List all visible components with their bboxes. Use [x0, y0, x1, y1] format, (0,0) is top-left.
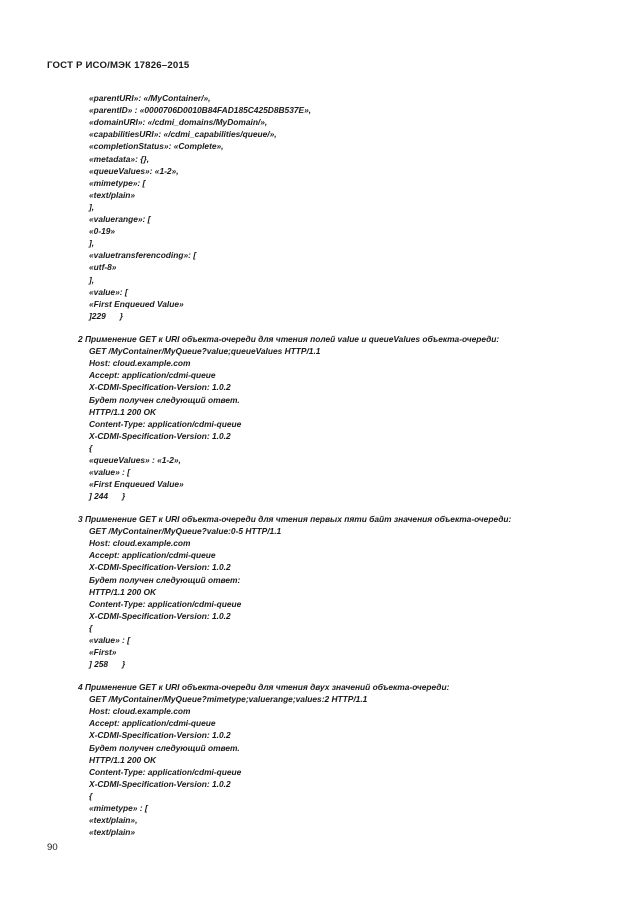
code-line: «0-19»: [89, 226, 116, 237]
code-line: GET /MyContainer/MyQueue?mimetype;valuerange;values:2 HTTP/1.1: [89, 694, 368, 705]
code-line: «text/plain»: [89, 827, 136, 838]
code-line: X-CDMI-Specification-Version: 1.0.2: [89, 730, 231, 741]
code-line: «metadata»: {},: [89, 153, 150, 164]
code-line: X-CDMI-Specification-Version: 1.0.2: [89, 562, 231, 573]
code-line: GET /MyContainer/MyQueue?value:0-5 HTTP/1.1: [89, 526, 282, 537]
example-heading: 3 Применение GET к URI объекта-очереди для чтения первых пяти байт значения объекта-очереди:: [78, 514, 512, 524]
code-line: Будет получен следующий ответ.: [89, 394, 240, 405]
code-line: «domainURI»: «/cdmi_domains/MyDomain/»,: [89, 117, 268, 128]
page-number: 90: [47, 842, 58, 853]
code-line: Accept: application/cdmi-queue: [89, 718, 216, 729]
code-line: «value» : [: [89, 635, 130, 645]
code-line: Host: cloud.example.com: [89, 706, 191, 717]
code-line: ] 244 }: [89, 491, 126, 502]
code-line: {: [89, 790, 93, 801]
code-line: HTTP/1.1 200 OK: [89, 406, 157, 417]
code-line: {: [89, 622, 93, 633]
code-line: «text/plain»,: [89, 815, 138, 826]
example-heading: 4 Применение GET к URI объекта-очереди для чтения двух значений объекта-очереди:: [78, 682, 450, 692]
code-line: Content-Type: application/cdmi-queue: [89, 598, 242, 609]
code-line: Host: cloud.example.com: [89, 358, 191, 369]
code-line: «capabilitiesURI»: «/cdmi_capabilities/queue/»,: [89, 129, 277, 140]
code-line: ] 258 }: [89, 659, 126, 670]
code-line: {: [89, 442, 93, 453]
code-line: ]229 }: [89, 310, 123, 321]
code-line: «parentID» : «0000706D0010B84FAD185C425D8B537E»,: [89, 105, 312, 116]
document-header: ГОСТ Р ИСО/МЭК 17826–2015: [47, 60, 190, 71]
code-line: Host: cloud.example.com: [89, 538, 191, 549]
code-line: X-CDMI-Specification-Version: 1.0.2: [89, 382, 231, 393]
example-heading: 2 Применение GET к URI объекта-очереди для чтения полей value и queueValues объекта-очереди:: [78, 334, 500, 344]
code-line: ],: [89, 201, 95, 212]
code-line: Content-Type: application/cdmi-queue: [89, 418, 242, 429]
code-line: X-CDMI-Specification-Version: 1.0.2: [89, 610, 231, 621]
code-line: «completionStatus»: «Complete»,: [89, 141, 224, 152]
code-line: «text/plain»: [89, 189, 136, 200]
code-line: ],: [89, 238, 95, 249]
code-line: Accept: application/cdmi-queue: [89, 550, 216, 561]
code-line: «mimetype» : [: [89, 803, 148, 813]
code-line: Content-Type: application/cdmi-queue: [89, 766, 242, 777]
code-line: Будет получен следующий ответ.: [89, 742, 240, 753]
code-line: Будет получен следующий ответ:: [89, 574, 241, 585]
code-line: «value»: [: [89, 286, 128, 297]
code-line: HTTP/1.1 200 OK: [89, 754, 157, 765]
code-line: «First Enqueued Value»: [89, 298, 184, 309]
code-line: «value» : [: [89, 467, 130, 478]
code-line: «valuerange»: [: [89, 214, 151, 224]
code-line: Accept: application/cdmi-queue: [89, 370, 216, 381]
code-line: «First Enqueued Value»: [89, 479, 184, 490]
code-line: «queueValues» : «1-2»,: [89, 455, 181, 465]
code-line: X-CDMI-Specification-Version: 1.0.2: [89, 430, 231, 441]
code-line: GET /MyContainer/MyQueue?value;queueValues HTTP/1.1: [89, 346, 321, 357]
code-line: «utf-8»: [89, 262, 117, 273]
code-line: «mimetype»: [: [89, 177, 146, 188]
code-line: «First»: [89, 647, 117, 658]
code-line: «valuetransferencoding»: [: [89, 250, 197, 261]
code-line: ],: [89, 274, 95, 285]
code-line: X-CDMI-Specification-Version: 1.0.2: [89, 778, 231, 789]
code-line: «parentURI»: «/MyContainer/»,: [89, 93, 211, 103]
code-line: HTTP/1.1 200 OK: [89, 586, 157, 597]
code-line: «queueValues»: «1-2»,: [89, 165, 179, 176]
